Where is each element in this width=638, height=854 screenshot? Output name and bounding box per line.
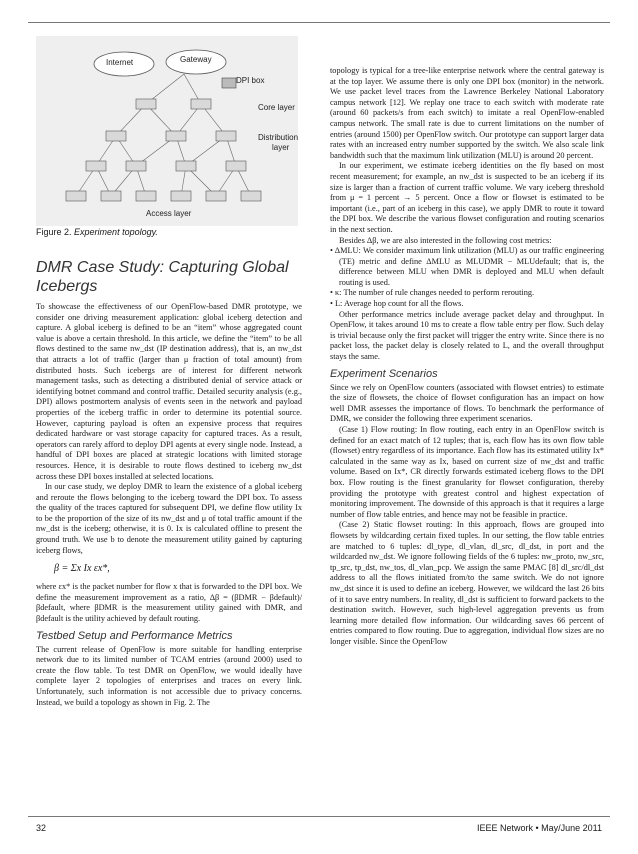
right-paragraph-1: topology is typical for a tree-like enterprise network where the central gateway is at the top layer. We assume there is only one DPI box (monitor) in the network. We use packet level traces from the Lawrence Berkeley National Laboratory campus network [12]. We replay one trace to each switch with moderate rate (around 60 packets/s from each switch) to imitate a real OpenFlow-enabled campus network. The small rate is due to current limitations on the number of entries (around 1500) per OpenFlow switch. Our prototype can support larger data rates with an increased entry number supported by the switch. We also scale link bandwidth such that the maximum link utilization (MLU) is around 20 percent. — [330, 66, 604, 160]
left-paragraph-2: In our case study, we deploy DMR to learn the existence of a global iceberg and reroute the flows belonging to the iceberg toward the DPI box. To assess the quality of the traces captured for subsequent DPI, we define flow utility Ix to be the proportion of the size of its nw_dst and μ of total traffic amount if the nw_dst is the iceberg; otherwise, it is 0. Ix is calculated offline to present the ground truth. We use b to denote the measurement utility gained by capturing iceberg flows, — [36, 482, 302, 555]
bullet-kappa: • κ: The number of rule changes needed to perform rerouting. — [330, 288, 535, 298]
left-column — [36, 258, 302, 708]
label-distribution-layer-1: Distribution — [258, 133, 298, 142]
right-paragraph-5: Since we rely on OpenFlow counters (associated with flowset entries) to estimate the size of flowsets, the choice of flowset configuration has an impact on how well DMR assesses the importance of flows. To benchmark the performance of DMR, we consider the following three experiment scenarios. — [330, 382, 604, 424]
right-paragraph-3: Besides Δβ, we are also interested in the following cost metrics: — [339, 235, 552, 245]
label-access-layer: Access layer — [146, 209, 192, 218]
label-gateway: Gateway — [180, 55, 212, 64]
label-dpi-box: DPI box — [236, 76, 265, 85]
right-paragraph-7: (Case 2) Static flowset routing: In this approach, flows are grouped into flowsets by wildcarding certain fixed tuples. In our setting, the flow table entries are matched to 6 tuples: dl_type, dl_vlan, dl_src, dl_dst, in port and the wildcarded nw_dst. We ignore following fields of the 6 tuples: nw_proto, nw_src, tp_src, tp_dst, nw_tos, dl_vlan_pcp. We assign the same PMAC [8] dl_src/dl_dst address to all the flows initiated from/to the same switch. We do not ignore nw_dst since it is used to define an iceberg. However, we wildcard the last 26 bits of it to save entry numbers. In reality, dl_dst is sufficient to forward packets to the destination switch. However, such high-level aggregation prevents us from learning more detailed flow information. Our wildcarding saves 66 percent of entries compared to flow routing. Due to aggregation, individual flow sizes are no longer visible. Since the OpenFlow — [330, 520, 604, 646]
section-title: DMR Case Study: Capturing Global Icebergs — [36, 259, 289, 295]
caption-text: Experiment topology. — [74, 227, 158, 237]
caption-label: Figure 2. — [36, 227, 72, 237]
dpi-box-icon — [222, 78, 236, 88]
label-core-layer: Core layer — [258, 103, 295, 112]
journal-footer: IEEE Network • May/June 2011 — [476, 823, 602, 833]
subsection-scenarios: Experiment Scenarios — [330, 367, 438, 380]
switch-icons — [66, 99, 261, 201]
right-paragraph-6: (Case 1) Flow routing: In flow routing, each entry in an OpenFlow switch is defined for an exact match of 12 tuples; that is, each flow has its own flow table (flowset) entry regardless of its importance. Each flow has its estimated utility Ix* calculated in the same way as Ix, based on current size of nw_dst and traffic volume. Based on Ix*, CR directly forwards estimated iceberg flows to the DPI box. Flow routing is the finest granularity for flowset configuration, thereby providing the prototype with greatest control and highest expectation of monitoring improvement. The downside of this approach is that it requires a large number of flow table entries, and hence may not be feasible in practice. — [330, 425, 604, 519]
top-rule — [28, 22, 610, 23]
left-paragraph-3: where εx* is the packet number for flow x that is forwarded to the DPI box. We define the measurement improvement as a ratio, Δβ = (βDMR − βdefault)/βdefault, where βDMR is the measurement utility gained with DMR, and βdefault is the utility achieved by default routing. — [36, 582, 302, 624]
right-paragraph-4: Other performance metrics include average packet delay and throughput. In OpenFlow, it takes around 10 ms to create a flow table entry per flow. Such delay is trivial because only the first packet will trigger the entry write. Since there is no packet loss, the packet delay is closely related to L, and the overall throughput stays the same. — [330, 309, 604, 362]
subsection-testbed: Testbed Setup and Performance Metrics — [36, 629, 233, 642]
bullet-hopcount: • L: Average hop count for all the flows. — [330, 299, 464, 309]
right-column — [330, 66, 604, 647]
left-paragraph-4: The current release of OpenFlow is more suitable for handling enterprise network due to its limited number of TCAM entries (around 2000) used to create the flow table. To test DMR on OpenFlow, we would ideally have complete layer 2 topologies of enterprises and traces on every link. Unfortunately, such information is not accessible due to privacy concerns. Instead, we build a topology as shown in Fig. 2. The — [36, 644, 302, 707]
page-number: 32 — [36, 823, 47, 833]
label-distribution-layer-2: layer — [272, 143, 290, 152]
topology-figure — [36, 36, 298, 226]
right-paragraph-2: In our experiment, we estimate iceberg identities on the fly based on most recent measurement; for example, an nw_dst is suspected to be an iceberg if its size is larger than a fraction of current traffic volume. We vary iceberg threshold from μ = 1 percent → 5 percent. Once a flow or flowset is estimated to be important (i.e., part of an iceberg in this case), we apply DMR to route it toward the DPI box. We describe the various flowset configuration and routing scenarios in the next section. — [330, 161, 604, 234]
left-paragraph-1: To showcase the effectiveness of our OpenFlow-based DMR prototype, we consider one driving measurement application: global iceberg detection and capture. A global iceberg is defined to be an “item” whose aggregated count value is above a certain threshold. In this article, we define the “item” to be all flows destined to the same nw_dst (IP destination address), that is, an nw_dst that attracts a lot of traffic (larger than μ fraction of total amount) from distributed hosts. Such icebergs are of interest for different network management tasks, such as detecting a distributed denial of service attack or identifying botnet command and control traffic. Detailed security analysis (e.g., DPI) allows postmortem analysis of events seen in the network and payload properties of the iceberg traffic in order to determine its potential source. However, capturing payload is often an expensive process that requires dedicated hardware or vast storage capacity for captured traces. As a result, operators can rarely afford to deploy DPI agents at every single node. Instead, a handful of DPI boxes are placed at strategic locations with limited storage resources. Hence, it is desirable to route flows destined to iceberg nw_dst across these DPI boxes installed at selected locations. — [36, 302, 302, 481]
bullet-mlu: • ΔMLU: We consider maximum link utilization (MLU) as our traffic engineering (TE) metric and define ΔMLU as MLUDMR − MLUdefault; that is, the difference between MLU when DMR is deployed and MLU when default routing is used. — [330, 246, 604, 287]
label-internet: Internet — [106, 58, 134, 67]
figure-caption — [36, 227, 158, 237]
bottom-rule — [28, 816, 610, 817]
utility-equation: β = Σx Ix εx*, — [54, 563, 110, 575]
